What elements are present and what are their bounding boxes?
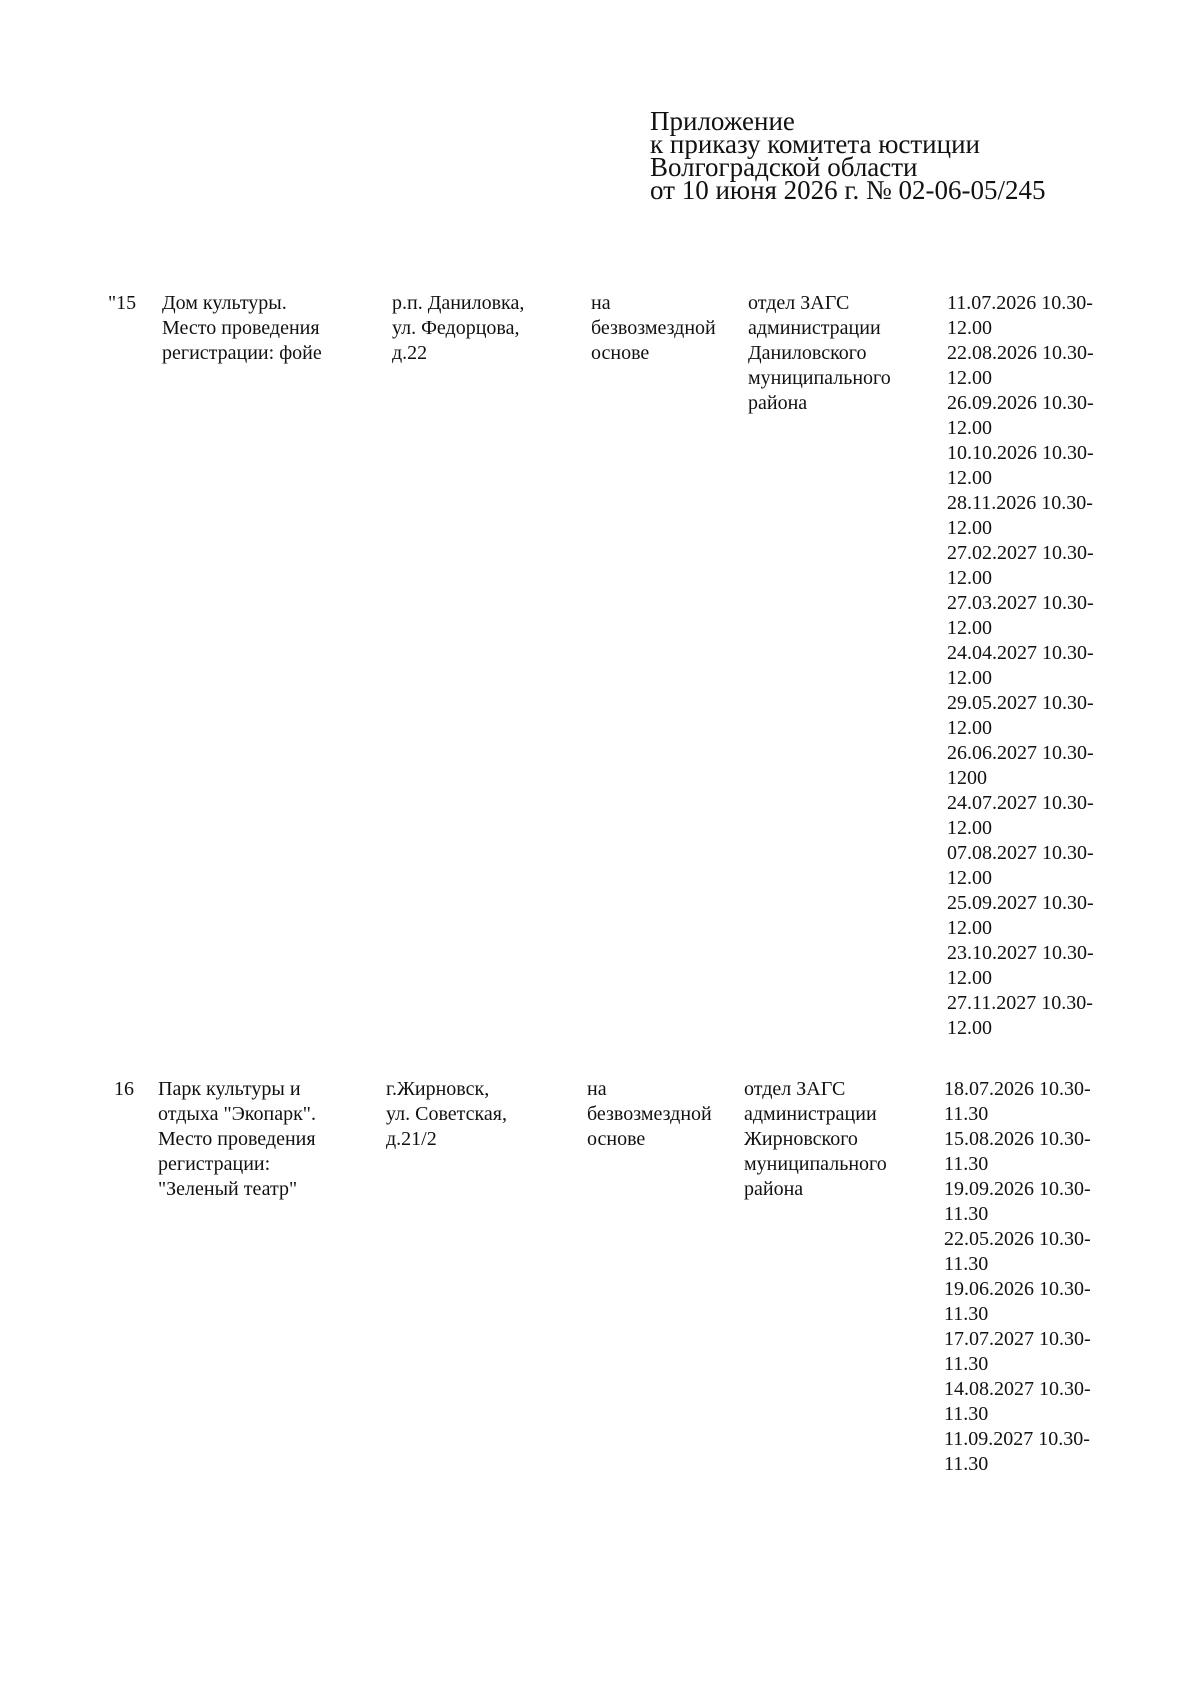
schedule-date-start: 27.02.2027 10.30-: [947, 542, 1094, 564]
schedule-date-start: 07.08.2027 10.30-: [947, 842, 1094, 864]
schedule-time-end: 12.00: [947, 1017, 992, 1039]
usage-terms: на безвозмездной основе: [591, 292, 716, 364]
header-appendix-title: Приложение: [650, 106, 795, 136]
venue-address: г.Жирновск, ул. Советская, д.21/2: [386, 1078, 507, 1150]
schedule-time-end: 11.30: [944, 1353, 989, 1375]
schedule-time-end: 11.30: [944, 1403, 989, 1425]
schedule-date-start: 11.09.2027 10.30-: [944, 1428, 1090, 1450]
schedule-time-end: 12.00: [947, 517, 992, 539]
schedule-date-start: 24.04.2027 10.30-: [947, 642, 1094, 664]
schedule-time-end: 12.00: [947, 917, 992, 939]
schedule-time-end: 12.00: [947, 467, 992, 489]
schedule-date-start: 18.07.2026 10.30-: [944, 1078, 1091, 1100]
schedule-time-end: 11.30: [944, 1203, 989, 1225]
schedule-date-start: 11.07.2026 10.30-: [947, 292, 1093, 314]
header-order-date-number: от 10 июня 2026 г. № 02-06-05/245: [650, 175, 1046, 205]
schedule-date-start: 22.08.2026 10.30-: [947, 342, 1094, 364]
schedule-date-start: 23.10.2027 10.30-: [947, 942, 1094, 964]
header-order-ref: к приказу комитета юстиции: [650, 129, 980, 159]
schedule-time-end: 12.00: [947, 367, 992, 389]
schedule-date-start: 19.06.2026 10.30-: [944, 1278, 1091, 1300]
schedule-date-start: 27.11.2027 10.30-: [947, 992, 1093, 1014]
schedule-dates: [947, 291, 1127, 1041]
venue-name: Парк культуры и отдыха "Экопарк". Место проведения регистрации: "Зеленый театр": [158, 1078, 316, 1200]
usage-terms: на безвозмездной основе: [587, 1078, 712, 1150]
schedule-time-end: 12.00: [947, 417, 992, 439]
schedule-time-end: 12.00: [947, 667, 992, 689]
schedule-date-start: 15.08.2026 10.30-: [944, 1128, 1091, 1150]
schedule-time-end: 11.30: [944, 1153, 989, 1175]
responsible-organization: отдел ЗАГС администрации Жирновского муниципального района: [744, 1078, 887, 1200]
schedule-date-start: 26.09.2026 10.30-: [947, 392, 1094, 414]
schedule-time-end: 12.00: [947, 317, 992, 339]
schedule-date-start: 24.07.2027 10.30-: [947, 792, 1094, 814]
schedule-date-start: 25.09.2027 10.30-: [947, 892, 1094, 914]
document-header: [650, 106, 1046, 205]
schedule-date-start: 22.05.2026 10.30-: [944, 1228, 1091, 1250]
venue-address: р.п. Даниловка, ул. Федорцова, д.22: [392, 292, 525, 364]
schedule-date-start: 26.06.2027 10.30-: [947, 742, 1094, 764]
responsible-organization: отдел ЗАГС администрации Даниловского муниципального района: [748, 292, 891, 414]
schedule-time-end: 12.00: [947, 617, 992, 639]
schedule-time-end: 12.00: [947, 567, 992, 589]
venue-name: Дом культуры. Место проведения регистрации: фойе: [162, 292, 322, 364]
schedule-date-start: 19.09.2026 10.30-: [944, 1178, 1091, 1200]
schedule-time-end: 11.30: [944, 1253, 989, 1275]
schedule-date-start: 17.07.2027 10.30-: [944, 1328, 1091, 1350]
row-number: 16: [114, 1078, 134, 1100]
schedule-dates: [944, 1077, 1124, 1477]
schedule-date-start: 29.05.2027 10.30-: [947, 692, 1094, 714]
header-region: Волгоградской области: [650, 152, 918, 182]
schedule-time-end: 12.00: [947, 867, 992, 889]
schedule-time-end: 1200: [947, 767, 987, 789]
schedule-time-end: 11.30: [944, 1103, 989, 1125]
schedule-date-start: 14.08.2027 10.30-: [944, 1378, 1091, 1400]
schedule-date-start: 10.10.2026 10.30-: [947, 442, 1094, 464]
schedule-time-end: 11.30: [944, 1453, 989, 1475]
schedule-time-end: 12.00: [947, 817, 992, 839]
schedule-time-end: 12.00: [947, 967, 992, 989]
schedule-time-end: 12.00: [947, 717, 992, 739]
row-number: "15: [108, 292, 137, 314]
schedule-time-end: 11.30: [944, 1303, 989, 1325]
schedule-date-start: 28.11.2026 10.30-: [947, 492, 1093, 514]
schedule-date-start: 27.03.2027 10.30-: [947, 592, 1094, 614]
